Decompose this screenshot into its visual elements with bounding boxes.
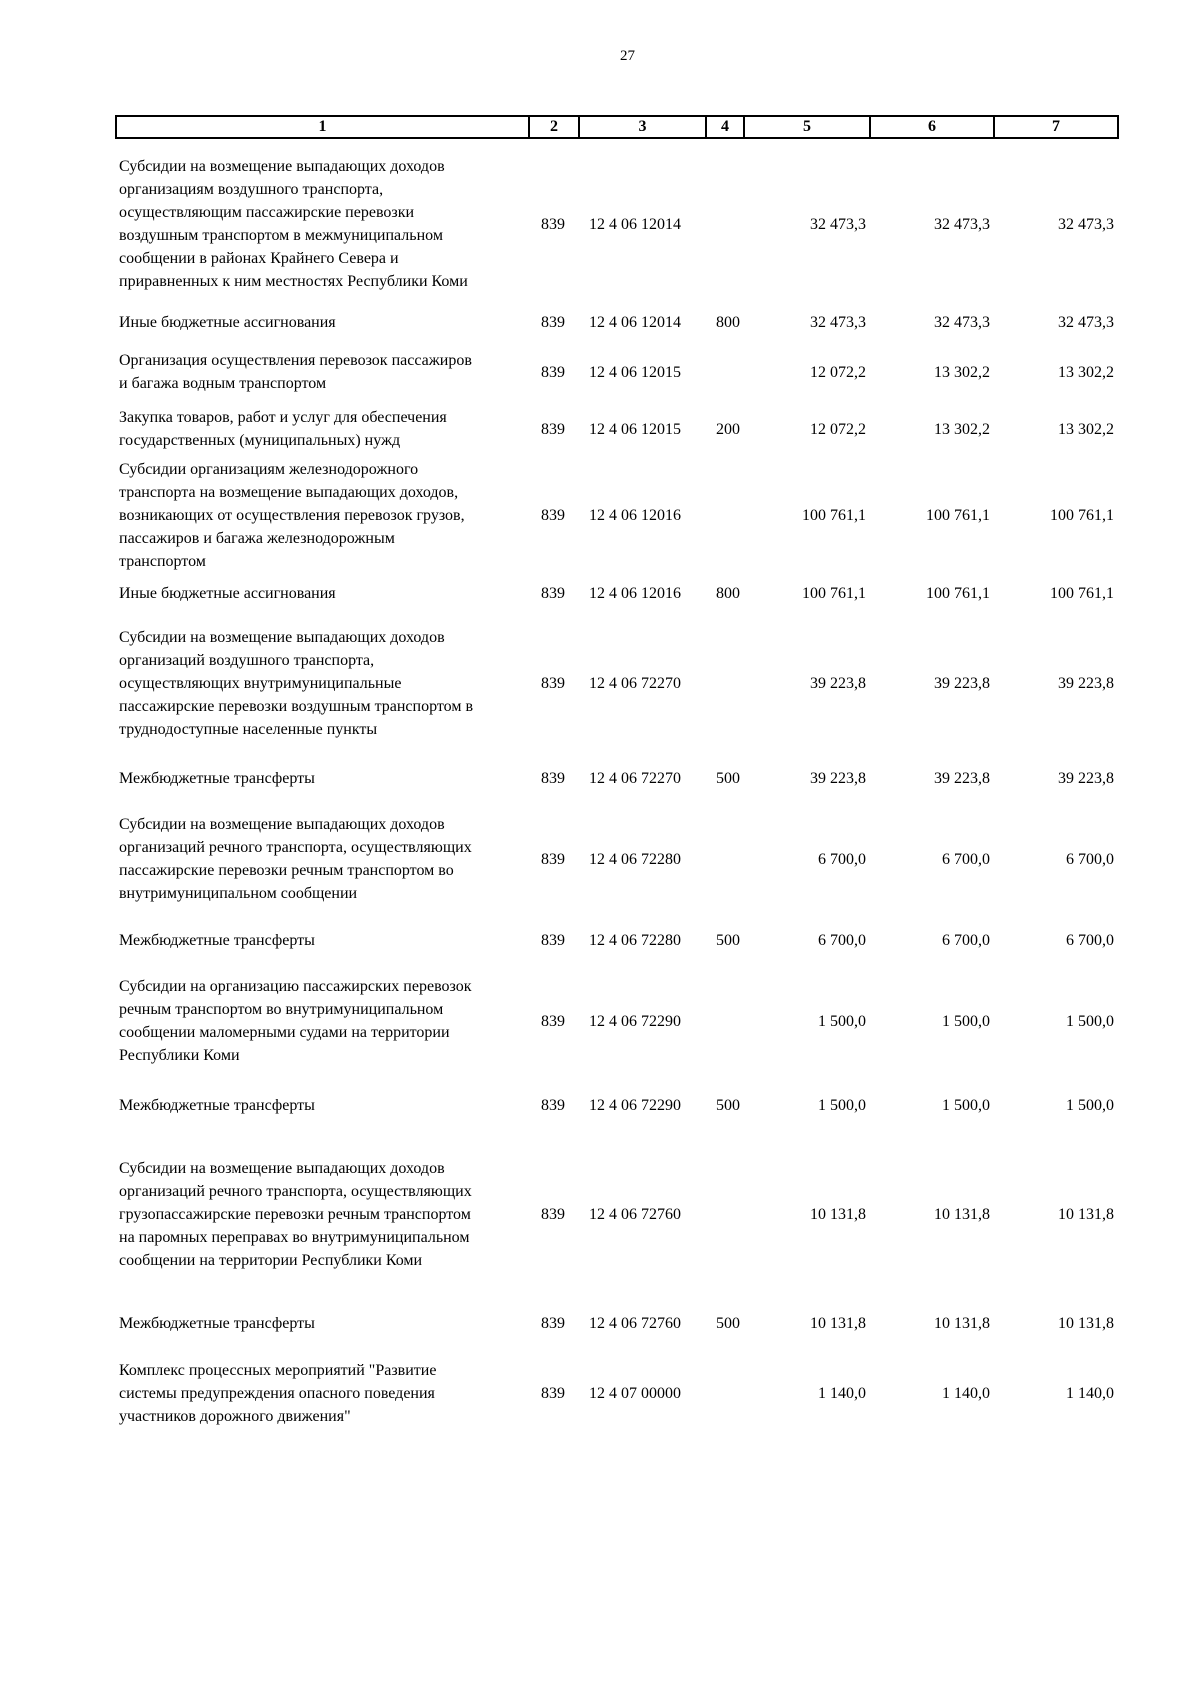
row-ved-code: 839 (541, 769, 565, 787)
row-csr-code: 12 4 06 72270 (589, 674, 681, 692)
row-value-col6: 10 131,8 (934, 1314, 990, 1332)
table-row (115, 1295, 1118, 1351)
row-value-col5: 10 131,8 (810, 1314, 866, 1332)
row-value-col5: 100 761,1 (802, 507, 866, 524)
row-value-col5: 6 700,0 (818, 850, 866, 868)
row-name: Субсидии организациям железнодорожного транспорта на возмещение выпадающих доходов, возникающих от осуществления перевозок грузов, пассажиров и багажа железнодорожным транспортом (119, 461, 465, 570)
row-value-col5: 39 223,8 (810, 674, 866, 692)
row-value-col6: 13 302,2 (934, 363, 990, 381)
row-name: Межбюджетные трансферты (119, 769, 315, 787)
row-ved-code: 839 (541, 674, 565, 692)
row-csr-code: 12 4 06 12015 (589, 363, 681, 381)
header-row (116, 116, 1118, 138)
row-value-col7: 39 223,8 (1058, 769, 1114, 787)
row-expense-type (705, 1351, 744, 1435)
table-row (115, 344, 1118, 400)
row-value-col7: 10 131,8 (1058, 1205, 1114, 1223)
row-name: Субсидии на возмещение выпадающих доходов организаций воздушного транспорта, осуществляющих внутримуниципальные пассажирские перевозки воздушным транспортом в труднодоступные населенные пункты (119, 628, 474, 738)
row-value-col7: 10 131,8 (1058, 1314, 1114, 1332)
row-csr-code: 12 4 06 12015 (589, 420, 681, 438)
row-value-col6: 13 302,2 (934, 420, 990, 438)
row-csr-code: 12 4 07 00000 (589, 1384, 681, 1402)
row-ved-code: 839 (541, 931, 565, 949)
row-expense-type: 800 (716, 584, 740, 602)
row-ved-code: 839 (541, 1314, 565, 1332)
row-name: Межбюджетные трансферты (119, 931, 315, 949)
row-value-col6: 32 473,3 (934, 215, 990, 233)
row-value-col5: 39 223,8 (810, 769, 866, 787)
row-ved-code: 839 (541, 363, 565, 381)
row-value-col7: 13 302,2 (1058, 363, 1114, 381)
row-csr-code: 12 4 06 72270 (589, 769, 681, 787)
row-ved-code: 839 (541, 1205, 565, 1223)
row-value-col7: 100 761,1 (1050, 507, 1114, 524)
table-row (115, 753, 1118, 803)
row-expense-type: 500 (716, 1314, 740, 1332)
page-number: 27 (620, 48, 635, 64)
row-ved-code: 839 (541, 420, 565, 438)
row-value-col5: 1 500,0 (818, 1012, 866, 1030)
row-value-col7: 32 473,3 (1058, 215, 1114, 233)
row-value-col7: 1 500,0 (1066, 1096, 1114, 1114)
row-ved-code: 839 (541, 584, 565, 602)
row-value-col5: 1 140,0 (818, 1384, 866, 1402)
row-csr-code: 12 4 06 12014 (589, 313, 681, 331)
table-row (115, 1351, 1118, 1435)
table-row (115, 458, 1118, 573)
row-ved-code: 839 (541, 1012, 565, 1030)
row-value-col5: 100 761,1 (802, 584, 866, 602)
row-value-col6: 39 223,8 (934, 674, 990, 692)
row-value-col6: 1 500,0 (942, 1012, 990, 1030)
row-value-col5: 32 473,3 (810, 313, 866, 331)
row-value-col6: 100 761,1 (926, 584, 990, 602)
row-ved-code: 839 (541, 1384, 565, 1402)
row-name: Субсидии на возмещение выпадающих доходов организациям воздушного транспорта, осуществляющим пассажирские перевозки воздушным транспортом в межмуниципальном сообщении в районах Крайнего Севера и приравненных к ним местностях Республики Коми (119, 158, 468, 290)
row-expense-type: 200 (716, 420, 740, 438)
header-col-4: 4 (706, 116, 744, 138)
table-row (115, 803, 1118, 915)
row-value-col6: 10 131,8 (934, 1205, 990, 1223)
row-ved-code: 839 (541, 313, 565, 331)
row-expense-type (705, 458, 744, 573)
row-expense-type: 800 (716, 313, 740, 331)
row-value-col6: 100 761,1 (926, 507, 990, 524)
table-row (115, 148, 1118, 300)
row-expense-type (705, 965, 744, 1077)
row-csr-code: 12 4 06 72290 (589, 1012, 681, 1030)
row-expense-type: 500 (716, 931, 740, 949)
row-value-col7: 6 700,0 (1066, 850, 1114, 868)
row-name: Организация осуществления перевозок пассажиров и багажа водным транспортом (119, 352, 472, 392)
row-value-col7: 100 761,1 (1050, 584, 1114, 602)
row-value-col7: 13 302,2 (1058, 420, 1114, 438)
row-value-col6: 1 140,0 (942, 1384, 990, 1402)
row-name: Комплекс процессных мероприятий "Развитие системы предупреждения опасного поведения участников дорожного движения" (119, 1361, 437, 1425)
row-ved-code: 839 (541, 850, 565, 868)
header-col-3: 3 (579, 116, 706, 138)
row-value-col5: 10 131,8 (810, 1205, 866, 1223)
row-csr-code: 12 4 06 12014 (589, 215, 681, 233)
row-expense-type (705, 1133, 744, 1295)
row-csr-code: 12 4 06 72280 (589, 850, 681, 868)
table-row (115, 300, 1118, 344)
row-name: Субсидии на возмещение выпадающих доходов организаций речного транспорта, осуществляющих пассажирские перевозки речным транспортом во внутримуниципальном сообщении (119, 816, 472, 902)
table-row (115, 965, 1118, 1077)
row-value-col5: 12 072,2 (810, 363, 866, 381)
row-name: Закупка товаров, работ и услуг для обеспечения государственных (муниципальных) нужд (119, 409, 447, 449)
row-csr-code: 12 4 06 12016 (589, 584, 681, 602)
table-row (115, 573, 1118, 613)
row-value-col6: 1 500,0 (942, 1096, 990, 1114)
row-expense-type: 500 (716, 1096, 740, 1114)
header-col-1: 1 (116, 116, 529, 138)
row-name: Иные бюджетные ассигнования (119, 584, 336, 602)
table-row (115, 1077, 1118, 1133)
row-csr-code: 12 4 06 72280 (589, 931, 681, 949)
row-ved-code: 839 (541, 215, 565, 233)
row-expense-type (705, 344, 744, 400)
header-col-5: 5 (744, 116, 870, 138)
table-row (115, 915, 1118, 965)
row-value-col5: 12 072,2 (810, 420, 866, 438)
row-value-col5: 6 700,0 (818, 931, 866, 949)
row-value-col7: 6 700,0 (1066, 931, 1114, 949)
row-csr-code: 12 4 06 72760 (589, 1314, 681, 1332)
row-csr-code: 12 4 06 72760 (589, 1205, 681, 1223)
row-csr-code: 12 4 06 72290 (589, 1096, 681, 1114)
header-col-2: 2 (529, 116, 579, 138)
row-name: Субсидии на организацию пассажирских перевозок речным транспортом во внутримуниципальном сообщении маломерными судами на территории Республики Коми (119, 978, 472, 1064)
row-value-col6: 39 223,8 (934, 769, 990, 787)
row-value-col7: 39 223,8 (1058, 674, 1114, 692)
row-ved-code: 839 (541, 507, 565, 524)
table-header (115, 115, 1119, 139)
row-name: Межбюджетные трансферты (119, 1096, 315, 1114)
table-row (115, 400, 1118, 458)
row-expense-type (705, 613, 744, 753)
row-ved-code: 839 (541, 1096, 565, 1114)
row-value-col5: 32 473,3 (810, 215, 866, 233)
row-value-col6: 6 700,0 (942, 931, 990, 949)
row-name: Межбюджетные трансферты (119, 1314, 315, 1332)
row-name: Субсидии на возмещение выпадающих доходов организаций речного транспорта, осуществляющих грузопассажирские перевозки речным транспортом на паромных переправах во внутримуниципальном сообщении на территории Республики Коми (119, 1159, 472, 1269)
row-csr-code: 12 4 06 12016 (589, 507, 681, 524)
row-name: Иные бюджетные ассигнования (119, 313, 336, 331)
row-value-col6: 6 700,0 (942, 850, 990, 868)
row-value-col7: 1 500,0 (1066, 1012, 1114, 1030)
row-expense-type (705, 803, 744, 915)
row-value-col5: 1 500,0 (818, 1096, 866, 1114)
row-value-col7: 32 473,3 (1058, 313, 1114, 331)
row-value-col7: 1 140,0 (1066, 1384, 1114, 1402)
budget-table (115, 148, 1118, 1435)
header-col-7: 7 (994, 116, 1118, 138)
table-row (115, 1133, 1118, 1295)
row-value-col6: 32 473,3 (934, 313, 990, 331)
row-expense-type (705, 148, 744, 300)
table-row (115, 613, 1118, 753)
row-expense-type: 500 (716, 769, 740, 787)
header-col-6: 6 (870, 116, 994, 138)
